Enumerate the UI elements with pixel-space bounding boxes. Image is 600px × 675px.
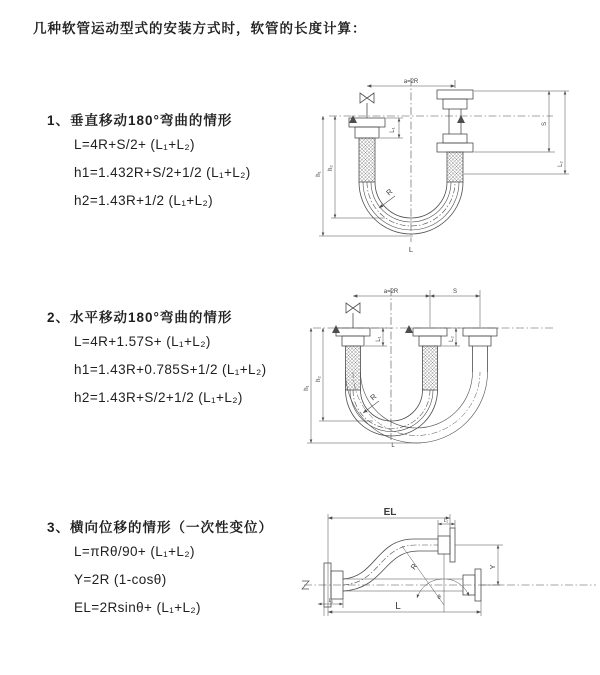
diagram-2-linework <box>307 288 555 443</box>
dim-label-s: S <box>542 121 548 127</box>
formula-line: L=4R+S/2+ (L₁+L₂) <box>74 137 195 152</box>
braided-hose-section <box>346 346 361 390</box>
dim-label-h1: h₁ <box>304 385 310 391</box>
section-3-heading: 3、横向位移的情形（一次性变位） <box>47 520 274 535</box>
dim-label-r: R <box>368 391 379 403</box>
dim-label-h2: h₂ <box>328 165 334 171</box>
page-title: 几种软管运动型式的安装方式时，软管的长度计算： <box>33 21 367 36</box>
dim-label-l2: L₂ <box>443 518 449 524</box>
formula-line: L=πRθ/90+ (L₁+L₂) <box>74 544 195 559</box>
dim-label-l-total: L <box>395 601 401 612</box>
diagram-1-linework <box>319 78 569 242</box>
flange-fitting <box>438 528 455 562</box>
flange-fitting <box>336 328 370 346</box>
section-1-heading: 1、垂直移动180°弯曲的情形 <box>47 113 233 128</box>
braided-hose-section <box>359 138 375 182</box>
dim-label-l2: L₂ <box>449 336 455 342</box>
braided-hose-section <box>423 346 438 390</box>
formula-line: h2=1.43R+1/2 (L₁+L₂) <box>74 193 214 208</box>
formula-line: L=4R+1.57S+ (L₁+L₂) <box>74 334 211 349</box>
diagram-3-linework <box>302 514 596 616</box>
dim-label-a2r: a=2R <box>403 79 419 85</box>
dim-label-l1: L₁ <box>376 336 382 342</box>
formula-line: h2=1.43R+S/2+1/2 (L₁+L₂) <box>74 390 243 405</box>
dim-label-l-total: L <box>391 443 395 449</box>
dim-label-l1: L₁ <box>390 127 396 133</box>
dim-label-h1: h₁ <box>316 171 322 177</box>
flange-fitting <box>437 90 473 152</box>
diagram-vertical-180-bend <box>313 72 585 254</box>
u-bend-hose-displaced <box>346 372 488 443</box>
formula-line: h1=1.43R+0.785S+1/2 (L₁+L₂) <box>74 362 267 377</box>
dim-label-r: R <box>408 561 420 572</box>
dim-label-el: EL <box>383 507 397 518</box>
dim-label-theta: θ <box>437 595 441 601</box>
section-2-heading: 2、水平移动180°弯曲的情形 <box>47 310 233 325</box>
flange-fitting <box>413 328 447 346</box>
dim-label-y: Y <box>488 564 497 570</box>
dim-label-r: R <box>384 186 395 198</box>
u-bend-hose <box>346 390 438 436</box>
formula-line: h1=1.432R+S/2+1/2 (L₁+L₂) <box>74 165 251 180</box>
dim-label-a2r: a=2R <box>383 289 399 295</box>
diagram-lateral-displacement <box>298 500 600 658</box>
dim-label-l-total: L <box>408 245 414 254</box>
flange-fitting <box>463 328 497 372</box>
s-curve-hose <box>343 539 438 591</box>
valve-icon <box>360 93 374 118</box>
dim-label-l2: L₂ <box>558 161 564 167</box>
u-bend-hose <box>359 182 463 234</box>
braided-hose-section <box>447 152 463 182</box>
dim-label-s: S <box>452 289 458 295</box>
dim-label-l1: L₁ <box>328 598 334 604</box>
valve-icon <box>346 303 360 328</box>
diagram-horizontal-180-bend <box>303 282 598 450</box>
dim-label-h2: h₂ <box>316 376 322 382</box>
formula-line: EL=2Rsinθ+ (L₁+L₂) <box>74 600 201 615</box>
formula-line: Y=2R (1-cosθ) <box>74 572 167 587</box>
